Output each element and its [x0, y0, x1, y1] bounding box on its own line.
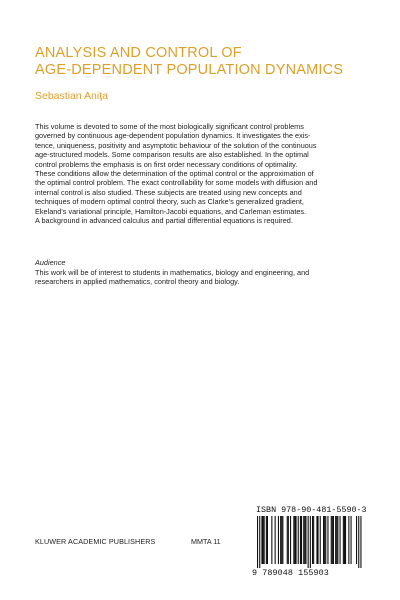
barcode-bar [275, 516, 276, 564]
barcode-digits: 9 789048 155903 [252, 568, 329, 578]
barcode-bar [290, 516, 291, 564]
barcode-bar [305, 516, 306, 564]
description-line: governed by continuous age-dependent population dynamics. It investigates the exis- [35, 131, 311, 141]
barcode-bar [278, 516, 279, 564]
barcode-bars [251, 516, 367, 568]
barcode-bar [282, 516, 283, 564]
barcode-bar [345, 516, 346, 564]
barcode-bar [327, 516, 328, 564]
barcode-bar [343, 516, 344, 564]
barcode-bar [267, 516, 268, 564]
description-line: These conditions allow the determination of the optimal control or the approximation of [35, 169, 314, 179]
barcode-bar [264, 516, 265, 564]
description-line: Ekeland's variational principle, Hamilton-Jacobi equations, and Carleman estimates. [35, 206, 307, 216]
barcode-bar [271, 516, 272, 564]
barcode-bar [281, 516, 282, 564]
barcode-bar [266, 516, 267, 564]
barcode-bar [360, 516, 361, 568]
barcode-bar [304, 516, 305, 564]
publisher-name: KLUWER ACADEMIC PUBLISHERS [35, 537, 156, 546]
barcode-bar [313, 516, 314, 564]
description-line: the optimal control problem. The exact controllability for some models with diffusion and [35, 178, 318, 188]
barcode-image [251, 516, 367, 568]
description-line: This volume is devoted to some of the most biologically significant control problems [35, 122, 304, 131]
barcode-bar [301, 516, 302, 564]
barcode-bar [296, 516, 297, 564]
barcode-bar [348, 516, 349, 564]
barcode-bar [294, 516, 295, 564]
barcode-bar [288, 516, 289, 564]
barcode-bar [358, 516, 359, 568]
barcode-bar [332, 516, 333, 564]
barcode-bar [337, 516, 338, 564]
barcode-bar [293, 516, 294, 564]
description-line: age-structured models. Some comparison results are also established. In the optimal [35, 150, 309, 160]
barcode-bar [263, 516, 264, 564]
barcode-bar [340, 516, 341, 564]
barcode-bar [351, 516, 352, 564]
description-line: tence, uniqueness, positivity and asymptotic behaviour of the solution of the continuous [35, 140, 317, 150]
barcode-bar [310, 516, 311, 568]
barcode-bar [280, 516, 281, 564]
isbn-label: ISBN 978-90-481-5590-3 [256, 505, 367, 515]
barcode-bar [259, 516, 260, 568]
series-label: MMTA 11 [191, 537, 221, 546]
description-line: techniques of modern optimal control theory, such as Clarke's generalized gradient, [35, 197, 304, 207]
barcode-bar [303, 516, 304, 564]
barcode-bar [261, 516, 262, 564]
audience-paragraph [35, 268, 365, 287]
book-title [35, 45, 365, 79]
barcode-bar [335, 516, 336, 564]
barcode-bar [316, 516, 317, 564]
audience-line: researchers in applied mathematics, control theory and biology. [35, 277, 240, 287]
audience-heading: Audience [35, 258, 66, 267]
description-line: A background in advanced calculus and partial differential equations is required. [35, 216, 293, 226]
barcode-bar [318, 516, 319, 564]
description-paragraph [35, 122, 363, 225]
barcode-bar [333, 516, 334, 564]
barcode-bar [320, 516, 321, 564]
book-title-line-2: AGE-DEPENDENT POPULATION DYNAMICS [35, 62, 344, 78]
barcode-bar [308, 516, 309, 568]
barcode-bar [325, 516, 326, 564]
book-title-line-1: ANALYSIS AND CONTROL OF [35, 45, 242, 61]
description-line: internal control is also studied. These subjects are treated using new concepts and [35, 187, 302, 197]
barcode-bar [287, 516, 288, 564]
barcode-bar [323, 516, 324, 564]
barcode-bar [298, 516, 299, 564]
author-name: Sebastian Aniţa [35, 90, 108, 102]
barcode-bar [331, 516, 332, 564]
barcode-bar [312, 516, 313, 564]
barcode-bar [344, 516, 345, 564]
barcode-bar [257, 516, 258, 568]
barcode-bar [324, 516, 325, 564]
description-line: control problems the emphasis is on first order necessary conditions of optimality. [35, 159, 298, 169]
barcode-bar [300, 516, 301, 564]
audience-line: This work will be of interest to students in mathematics, biology and engineering, and [35, 268, 310, 277]
barcode-bar [336, 516, 337, 564]
barcode-bar [356, 516, 357, 564]
